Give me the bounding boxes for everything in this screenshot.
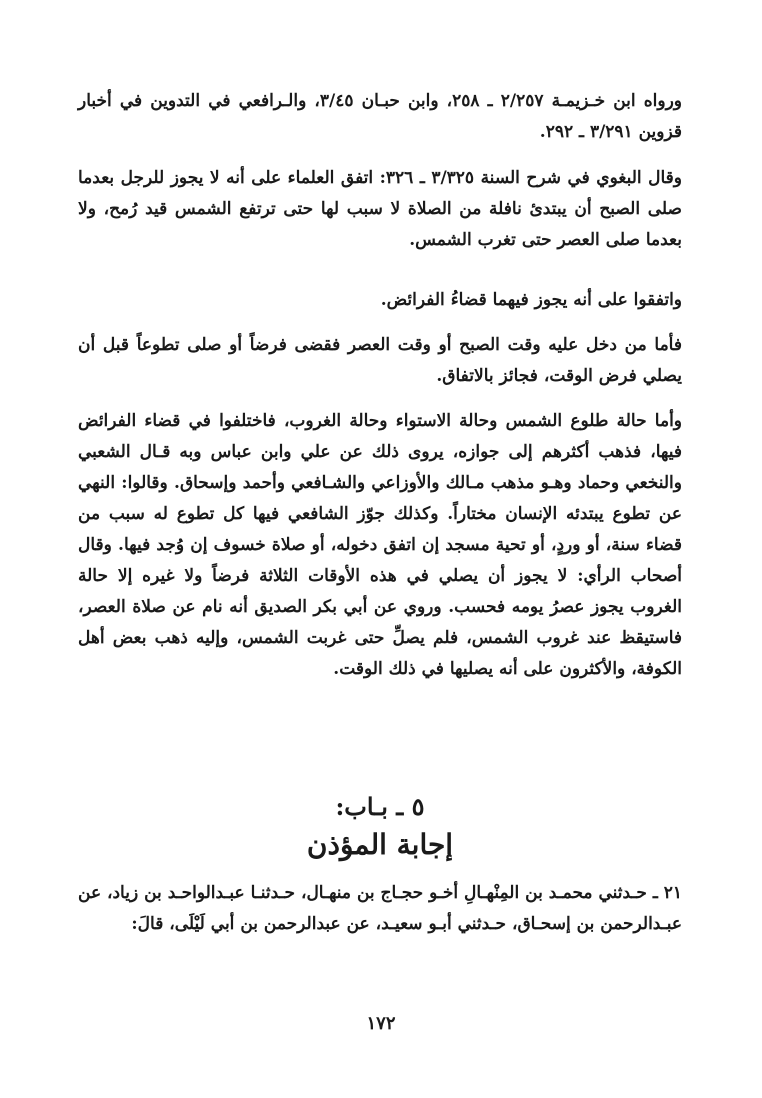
- paragraph-1: ورواه ابن خـزيمـة ٢/٢٥٧ ـ ٢٥٨، وابن حبـان ٣/٤٥، والـرافعي في التدوين في أخبار قزوين ٣/٢٩١ ـ ٢٩٢.: [78, 91, 682, 142]
- page-number: ١٧٢: [366, 1013, 396, 1034]
- chapter-number: ٥ ـ بـاب:: [335, 792, 425, 821]
- paragraph-5: وأما حالة طلوع الشمس وحالة الاستواء وحالة الغروب، فاختلفوا في قضاء الفرائض فيها، فذهب أكثرهم إلى جوازه، يروى ذلك عن علي وابن عباس وبه قـال الشعبي والنخعي وحماد وهـو مذهب مـالك والأوزاعي والشـافعي وأحمد وإسحاق. وقالوا: النهي عن تطوع يبتدئه الإنسان مختاراً. وكذلك جوّز الشافعي فيها كل تطوع له سبب من قضاء سنة، أو وردٍ، أو تحية مسجد إن اتفق دخوله، أو صلاة خسوف إن وُجد فيها. وقال أصحاب الرأي: لا يجوز أن يصلي في هذه الأوقات الثلاثة فرضاً ولا غيره إلا حالة الغروب يجوز عصرُ يومه فحسب. وروي عن أبي بكر الصديق أنه نام عن صلاة العصر، فاستيقظ عند غروب الشمس، فلم يصلِّ حتى غربت الشمس، وإليه ذهب بعض أهل الكوفة، والأكثرون على أنه يصليها في ذلك الوقت.: [78, 411, 682, 679]
- chapter-title: إجابة المؤذن: [306, 828, 454, 861]
- paragraph-4: فأما من دخل عليه وقت الصبح أو وقت العصر فقضى فرضاً أو صلى تطوعاً قبل أن يصلي فرض الوقت، فجائز بالاتفاق.: [78, 335, 682, 386]
- hadith-paragraph: ٢١ ـ حـدثني محمـد بن المِنْهـالِ أخـو حجـاج بن منهـال، حـدثنـا عبـدالواحـد بن زياد، عن عبـدالرحمن بن إسحـاق، حـدثني أبـو سعيـد، عن عبدالرحمن بن أبي لَيْلَى، قالَ:: [78, 883, 682, 934]
- paragraph-3: واتفقوا على أنه يجوز فيهما قضاءُ الفرائض.: [380, 290, 682, 310]
- paragraph-2: وقال البغوي في شرح السنة ٣/٣٢٥ ـ ٣٢٦: اتفق العلماء على أنه لا يجوز للرجل بعدما صلى الصبح أن يبتدئ نافلة من الصلاة لا سبب لها حتى ترتفع الشمس قيد رُمح، ولا بعدما صلى العصر حتى تغرب الشمس.: [78, 168, 682, 250]
